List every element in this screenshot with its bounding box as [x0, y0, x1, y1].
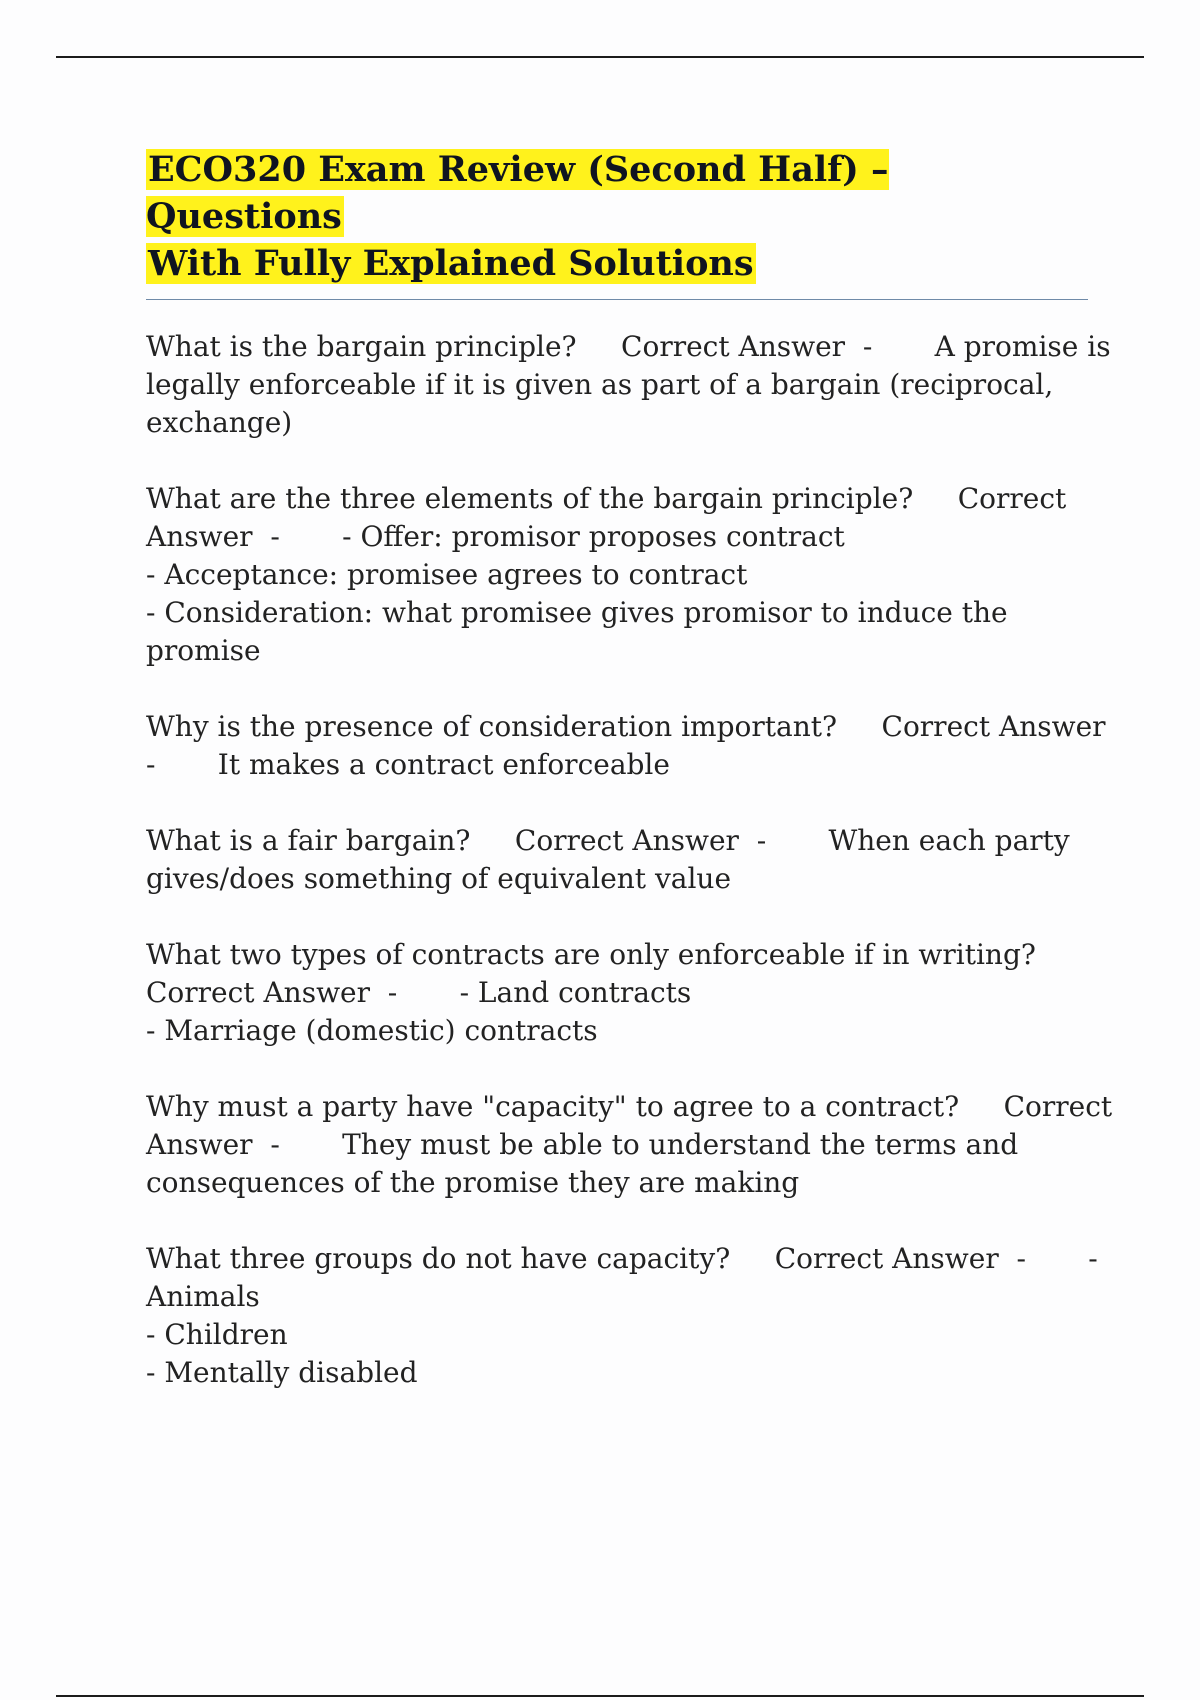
qa-line: What two types of contracts are only enforceable if in writing?	[146, 938, 1036, 971]
qa-line: - Mentally disabled	[146, 1356, 418, 1389]
qa-line: gives/does something of equivalent value	[146, 862, 732, 895]
document-content	[146, 146, 1113, 1430]
qa-line: Why is the presence of consideration important? Correct Answer	[146, 710, 1106, 743]
qa-list	[146, 328, 1113, 1392]
qa-item-writing-contracts	[146, 936, 1086, 1050]
qa-line: - Consideration: what promisee gives promisor to induce the	[146, 596, 1008, 629]
title-underline	[146, 299, 1088, 300]
qa-line: - Acceptance: promisee agrees to contract	[146, 558, 748, 591]
title-line-1: ECO320 Exam Review (Second Half) – Questions	[146, 149, 889, 237]
qa-item-bargain-principle	[146, 328, 1111, 442]
qa-item-no-capacity-groups	[146, 1240, 1098, 1392]
qa-line: - Marriage (domestic) contracts	[146, 1014, 598, 1047]
qa-line: promise	[146, 634, 261, 667]
qa-line: - Children	[146, 1318, 288, 1351]
qa-line: - It makes a contract enforceable	[146, 748, 670, 781]
qa-line: What are the three elements of the bargain principle? Correct	[146, 482, 1067, 515]
qa-item-capacity	[146, 1088, 1113, 1202]
bottom-rule	[56, 1695, 1144, 1697]
qa-line: What is the bargain principle? Correct Answer - A promise is	[146, 330, 1111, 363]
qa-line: Correct Answer - - Land contracts	[146, 976, 692, 1009]
qa-line: What is a fair bargain? Correct Answer - When each party	[146, 824, 1070, 857]
qa-item-fair-bargain	[146, 822, 1086, 898]
qa-line: consequences of the promise they are making	[146, 1166, 800, 1199]
qa-line: legally enforceable if it is given as part of a bargain (reciprocal,	[146, 368, 1054, 401]
qa-item-consideration	[146, 708, 1106, 784]
qa-item-three-elements	[146, 480, 1086, 670]
qa-line: What three groups do not have capacity? Correct Answer - -	[146, 1242, 1098, 1275]
qa-line: Why must a party have "capacity" to agree to a contract? Correct	[146, 1090, 1113, 1123]
qa-line: exchange)	[146, 406, 293, 439]
qa-line: Answer - - Offer: promisor proposes contract	[146, 520, 845, 553]
qa-line: Animals	[146, 1280, 260, 1313]
title-line-2: With Fully Explained Solutions	[148, 243, 754, 284]
qa-line: Answer - They must be able to understand the terms and	[146, 1128, 1019, 1161]
top-rule	[56, 56, 1144, 58]
document-title	[146, 146, 1086, 287]
